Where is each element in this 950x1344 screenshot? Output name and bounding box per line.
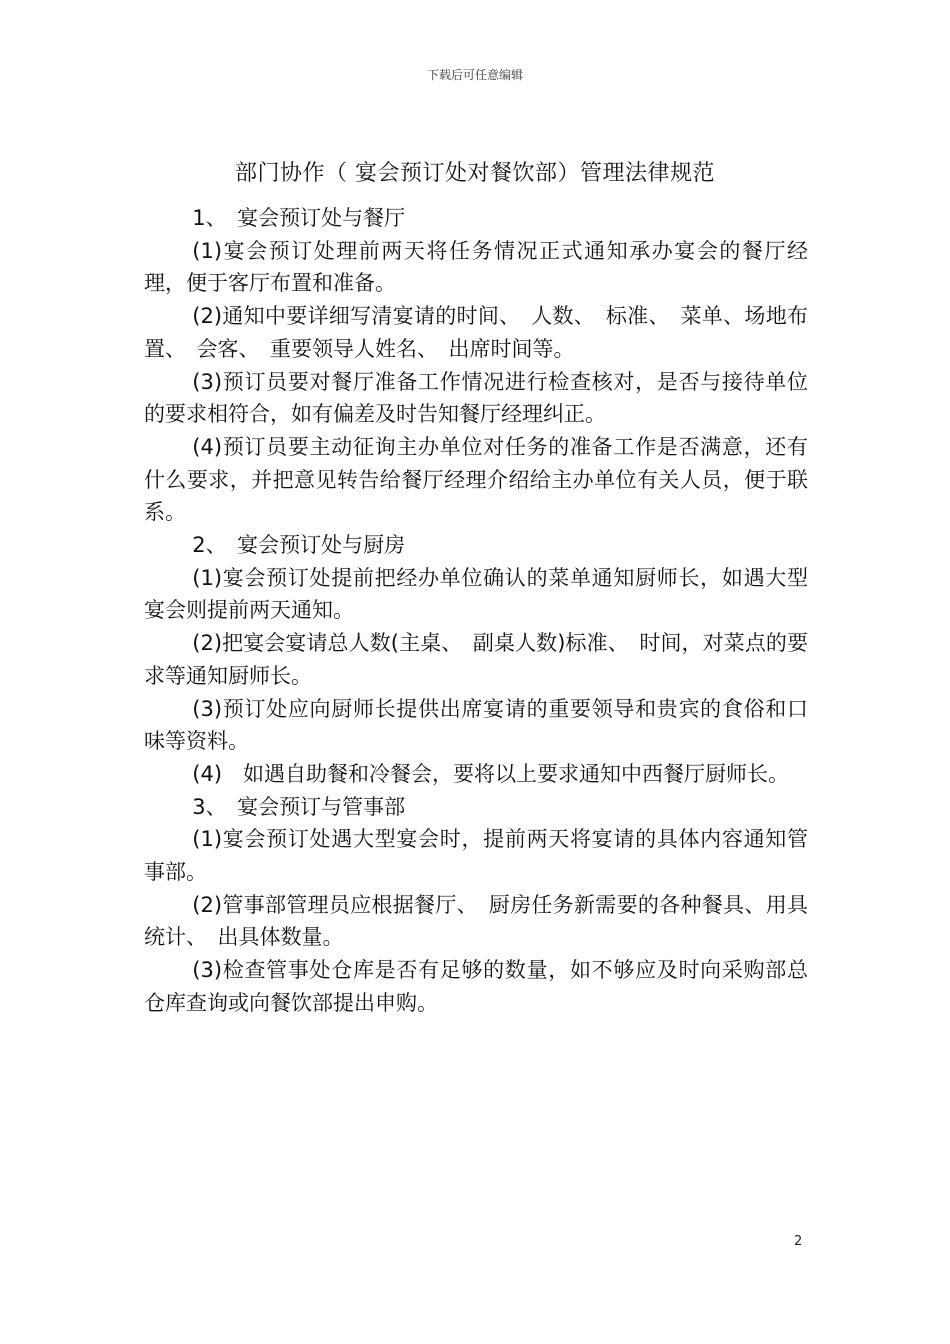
paragraph: (1)宴会预订处遇大型宴会时，提前两天将宴请的具体内容通知管事部。	[144, 827, 808, 885]
paragraph: (2)管事部管理员应根据餐厅、 厨房任务新需要的各种餐具、用具统计、 出具体数量。	[144, 892, 808, 950]
document-body	[144, 202, 808, 1020]
header-note: 下载后可任意编辑	[426, 68, 523, 82]
paragraph: (1)宴会预订处提前把经办单位确认的菜单通知厨师长，如遇大型宴会则提前两天通知。	[144, 565, 808, 623]
paragraph: (2)把宴会宴请总人数(主桌、 副桌人数)标准、 时间，对菜点的要求等通知厨师长。	[144, 631, 808, 688]
paragraph: (2)通知中要详细写清宴请的时间、 人数、 标准、 菜单、场地布置、 会客、 重要领导人姓名、 出席时间等。	[144, 304, 808, 361]
paragraph: (4) 如遇自助餐和冷餐会，要将以上要求通知中西餐厅厨师长。	[192, 761, 790, 786]
paragraph: (3)检查管事处仓库是否有足够的数量，如不够应及时向采购部总仓库查询或向餐饮部提出申购。	[144, 958, 808, 1015]
page-number: 2	[794, 1234, 803, 1249]
section-heading-2: 2、 宴会预订处与厨房	[192, 533, 406, 558]
paragraph: (3)预订处应向厨师长提供出席宴请的重要领导和贵宾的食俗和口味等资料。	[144, 696, 808, 754]
paragraph: (1)宴会预订处理前两天将任务情况正式通知承办宴会的餐厅经理，便于客厅布置和准备。	[144, 238, 808, 296]
section-heading-1: 1、 宴会预订处与餐厅	[192, 206, 406, 230]
document-title: 部门协作（ 宴会预订处对餐饮部）管理法律规范	[235, 161, 715, 186]
section-heading-3: 3、 宴会预订与管事部	[192, 794, 406, 819]
paragraph: (4)预订员要主动征询主办单位对任务的准备工作是否满意，还有什么要求，并把意见转告给餐厅经理介绍给主办单位有关人员，便于联系。	[144, 434, 808, 525]
paragraph: (3)预订员要对餐厅准备工作情况进行检查核对，是否与接待单位的要求相符合，如有偏差及时告知餐厅经理纠正。	[144, 369, 808, 427]
